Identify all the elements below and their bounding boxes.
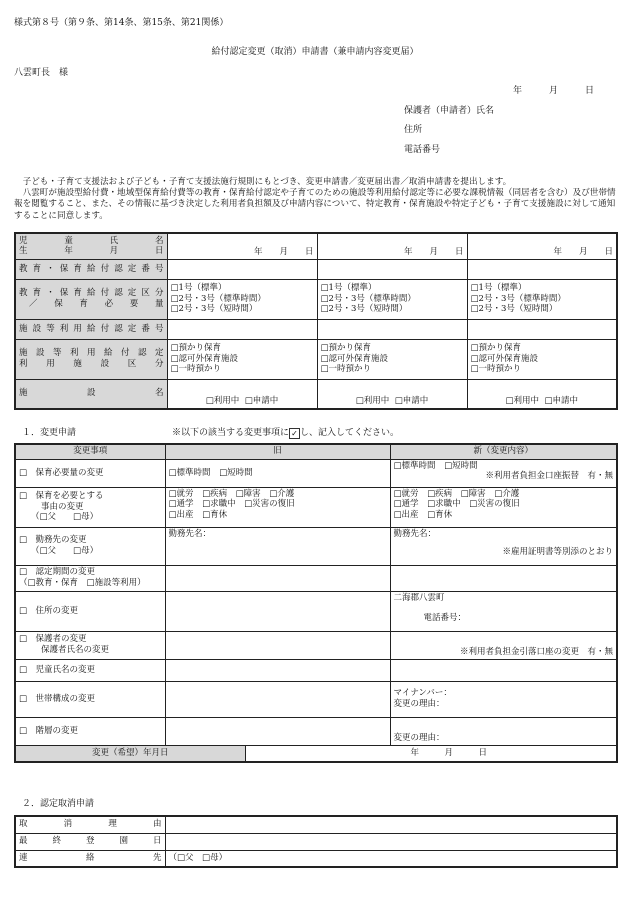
reason-option[interactable]: □介護 (494, 488, 520, 499)
child1-birthdate[interactable]: 年 月 日 (167, 233, 317, 259)
category-option[interactable]: □2号・3号（短時間） (320, 304, 408, 315)
child1-facility-category (167, 339, 317, 379)
item-guardian[interactable]: □ 保護者の変更 保護者氏名の変更 (15, 631, 165, 659)
child1-edu-category (167, 279, 317, 319)
reason-option[interactable]: □求職中 (427, 499, 461, 510)
reason-option[interactable]: □障害 (235, 488, 261, 499)
reason-option[interactable]: □通学 (168, 499, 194, 510)
change-date-label: 変更（希望）年月日 (15, 745, 245, 762)
header-old: 旧 (165, 444, 390, 459)
new-guardian[interactable]: ※利用者負担金引落口座の変更 有・無 (390, 631, 617, 659)
short-time-option[interactable]: □短時間 (444, 460, 478, 471)
reason-option[interactable]: □育休 (427, 509, 453, 520)
child1-facility-cert-number[interactable] (167, 319, 317, 339)
reason-option[interactable]: □通学 (393, 499, 419, 510)
child2-facility-cert-number[interactable] (317, 319, 467, 339)
old-child-name[interactable] (165, 659, 390, 681)
new-household[interactable]: マイナンバー： 変更の理由： (390, 681, 617, 717)
child1-facility-status (167, 379, 317, 409)
facility-option[interactable]: □認可外保育施設 (320, 353, 389, 364)
checkmark-icon: ✓ (289, 428, 300, 439)
item-care-reason[interactable]: □ 保育を必要とする 事由の変更 （□父 □母） (15, 487, 165, 527)
reason-option[interactable]: □出産 (393, 509, 419, 520)
reason-option[interactable]: □就労 (168, 488, 194, 499)
old-guardian[interactable] (165, 631, 390, 659)
status-option[interactable]: □利用中 (505, 396, 540, 407)
change-request-table (14, 443, 618, 763)
reason-option[interactable]: □介護 (269, 488, 295, 499)
account-transfer-note: ※利用者負担金口座振替 有・無 (485, 471, 614, 482)
new-workplace[interactable]: 勤務先名： ※雇用証明書等別添のとおり (390, 527, 617, 565)
submission-date: 年 月 日 (513, 86, 595, 96)
short-time-option[interactable]: □短時間 (219, 467, 253, 478)
facility-cert-number-label: 施設等利用給付認定番号 (15, 319, 167, 339)
reason-option[interactable]: □出産 (168, 509, 194, 520)
cancel-reason-field[interactable] (165, 816, 617, 833)
child1-edu-cert-number[interactable] (167, 259, 317, 279)
child3-edu-cert-number[interactable] (467, 259, 617, 279)
reason-option[interactable]: □育休 (202, 509, 228, 520)
new-cert-period[interactable] (390, 565, 617, 591)
category-option[interactable]: □2号・3号（短時間） (470, 304, 558, 315)
category-option[interactable]: □2号・3号（標準時間） (170, 293, 266, 304)
child2-facility-category (317, 339, 467, 379)
status-option[interactable]: □申請中 (544, 396, 578, 407)
category-option[interactable]: □1号（標準） (170, 283, 227, 294)
status-option[interactable]: □利用中 (205, 396, 240, 407)
section1-title: １．変更申請 (22, 428, 77, 438)
change-date-value[interactable]: 年 月 日 (245, 745, 617, 762)
old-address[interactable] (165, 591, 390, 631)
facility-option[interactable]: □一時預かり (470, 364, 522, 375)
new-address[interactable]: 二海郡八雲町 電話番号： (390, 591, 617, 631)
employment-cert-note: ※雇用証明書等別添のとおり (502, 547, 614, 558)
facility-name-label: 施 設 名 (15, 379, 167, 409)
category-option[interactable]: □2号・3号（標準時間） (470, 293, 566, 304)
contact-field[interactable]: （□父 □母） (165, 850, 617, 867)
category-option[interactable]: □2号・3号（短時間） (170, 304, 258, 315)
child2-birthdate[interactable]: 年 月 日 (317, 233, 467, 259)
reason-option[interactable]: □災害の復旧 (469, 499, 520, 510)
applicant-phone-label: 電話番号 (404, 145, 441, 155)
child2-edu-cert-number[interactable] (317, 259, 467, 279)
new-care-amount (390, 459, 617, 487)
old-household[interactable] (165, 681, 390, 717)
intro-paragraph-1: 子ども・子育て支援法および子ども・子育て支援法施行規則にもとづき、変更申請書／変更届出書／取消申請書を提出します。 (22, 177, 512, 187)
intro-paragraph-2: 八雲町が施設型給付費・地域型保育給付費等の教育・保育給付認定や子育てのための施設等利用給付認定等に必要な課税情報（同居者を含む）及び世帯情報を閲覧すること、また、その情報に基づき決定した利用者負担額及び申請内容について、特定教育・保育施設や特定子ども・子育て支援施設に対して通知することに同意します。 (14, 188, 616, 221)
reason-option[interactable]: □就労 (393, 488, 419, 499)
contact-label: 連 絡 先 (15, 850, 165, 867)
cancel-request-table (14, 815, 618, 868)
section1-note: ※以下の該当する変更事項に ✓ し、記入してください。 (172, 428, 400, 438)
status-option[interactable]: □利用中 (355, 396, 390, 407)
child3-edu-category (467, 279, 617, 319)
applicant-address-label: 住所 (404, 125, 423, 135)
category-option[interactable]: □1号（標準） (470, 283, 527, 294)
facility-option[interactable]: □預かり保育 (170, 343, 222, 354)
old-care-reason (165, 487, 390, 527)
standard-time-option[interactable]: □標準時間 (393, 460, 436, 471)
item-address[interactable]: □ 住所の変更 (15, 591, 165, 631)
child2-facility-status (317, 379, 467, 409)
reason-option[interactable]: □障害 (460, 488, 486, 499)
category-option[interactable]: □2号・3号（標準時間） (320, 293, 416, 304)
status-option[interactable]: □申請中 (394, 396, 429, 407)
standard-time-option[interactable]: □標準時間 (168, 467, 211, 478)
addressee: 八雲町長 様 (14, 68, 69, 78)
header-change-item: 変更事項 (15, 444, 165, 459)
child-name-birth-header: 児 童 氏 名 生 年 月 日 (15, 233, 167, 259)
item-tier[interactable]: □ 階層の変更 (15, 717, 165, 745)
new-tier[interactable]: 変更の理由： (390, 717, 617, 745)
facility-option[interactable]: □認可外保育施設 (470, 353, 539, 364)
cancel-reason-label: 取 消 理 由 (15, 816, 165, 833)
item-child-name[interactable]: □ 児童氏名の変更 (15, 659, 165, 681)
item-care-amount[interactable]: □ 保育必要量の変更 (15, 459, 165, 487)
status-option[interactable]: □申請中 (244, 396, 279, 407)
form-number: 様式第８号（第９条、第14条、第15条、第21関係） (14, 18, 229, 28)
reason-option[interactable]: □災害の復旧 (244, 499, 295, 510)
new-child-name[interactable] (390, 659, 617, 681)
facility-option[interactable]: □認可外保育施設 (170, 353, 239, 364)
section2-title: ２．認定取消申請 (22, 799, 95, 809)
facility-option[interactable]: □預かり保育 (320, 343, 372, 354)
facility-option[interactable]: □預かり保育 (470, 343, 522, 354)
old-workplace[interactable]: 勤務先名： (165, 527, 390, 565)
last-attendance-field[interactable] (165, 833, 617, 850)
item-workplace[interactable]: □ 勤務先の変更 （□父 □母） (15, 527, 165, 565)
reason-option[interactable]: □求職中 (202, 499, 236, 510)
child3-facility-status (467, 379, 617, 409)
item-household[interactable]: □ 世帯構成の変更 (15, 681, 165, 717)
old-tier[interactable] (165, 717, 390, 745)
edu-cert-category-label: 教育・保育給付認定区分 ／ 保 育 必 要 量 (15, 279, 167, 319)
reason-option[interactable]: □疾病 (427, 488, 453, 499)
item-cert-period[interactable]: □ 認定期間の変更 （□教育・保育 □施設等利用） (15, 565, 165, 591)
applicant-name-label: 保護者（申請者）氏名 (404, 106, 495, 116)
header-new: 新（変更内容） (390, 444, 617, 459)
old-cert-period[interactable] (165, 565, 390, 591)
last-attendance-label: 最 終 登 園 日 (15, 833, 165, 850)
category-option[interactable]: □1号（標準） (320, 283, 377, 294)
form-title: 給付認定変更（取消）申請書（兼申請内容変更届） (211, 47, 419, 57)
facility-category-label: 施設等利用給付認定 利 用 施 設 区 分 (15, 339, 167, 379)
reason-option[interactable]: □疾病 (202, 488, 228, 499)
facility-option[interactable]: □一時預かり (170, 364, 222, 375)
edu-cert-number-label: 教育・保育給付認定番号 (15, 259, 167, 279)
child2-edu-category (317, 279, 467, 319)
new-care-reason (390, 487, 617, 527)
facility-option[interactable]: □一時預かり (320, 364, 372, 375)
child3-facility-cert-number[interactable] (467, 319, 617, 339)
child-info-table (14, 232, 618, 410)
child3-birthdate[interactable]: 年 月 日 (467, 233, 617, 259)
old-care-amount (165, 459, 390, 487)
child3-facility-category (467, 339, 617, 379)
